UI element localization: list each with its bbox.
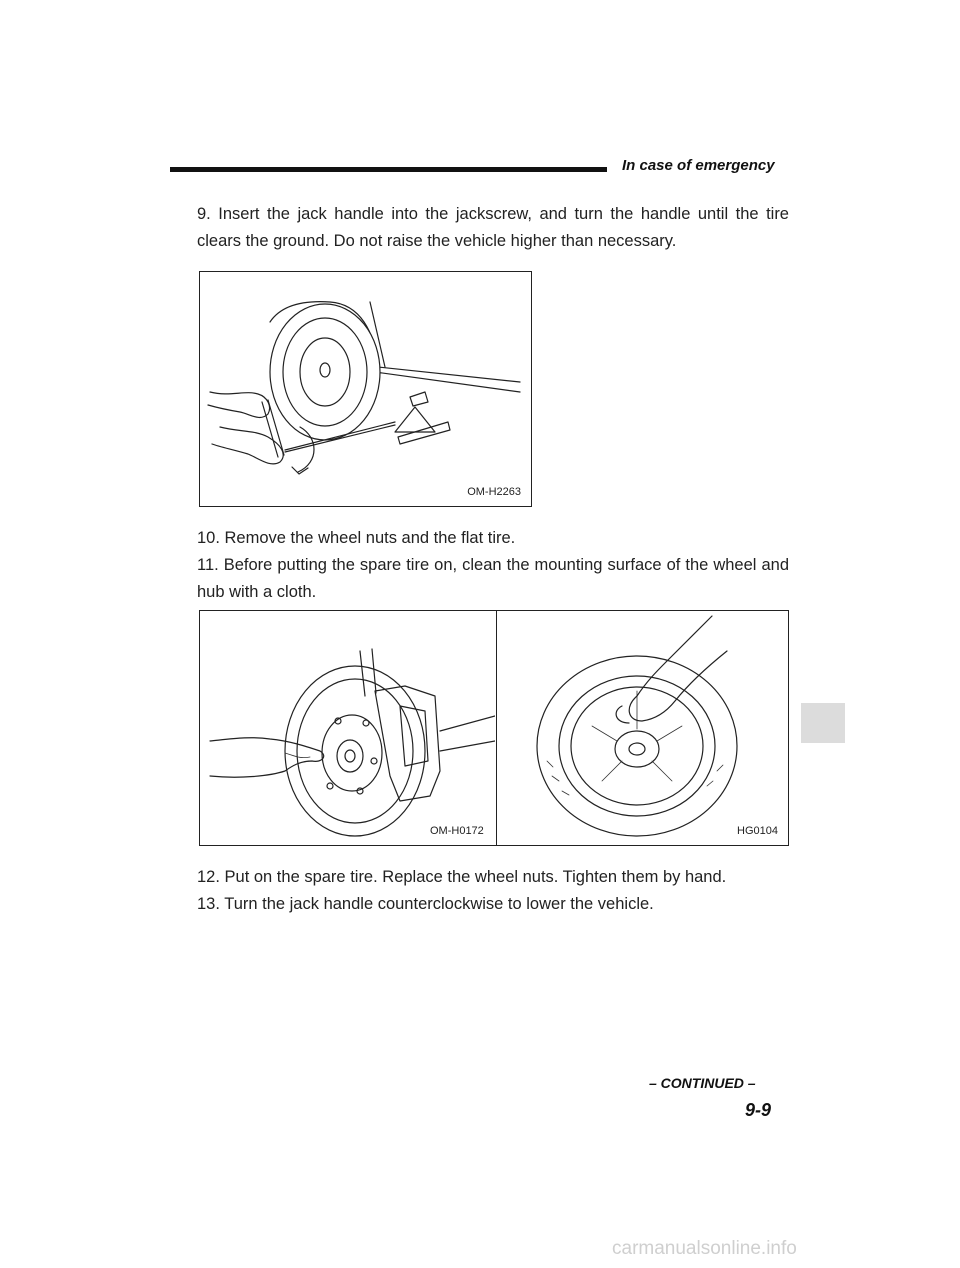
header-rule [170,167,607,172]
figure-1-code: OM-H2263 [467,486,521,498]
step-13-text: 13. Turn the jack handle counterclockwise to lower the vehicle. [197,895,654,913]
spare-wheel-cleaning-illustration [497,611,788,845]
figure-hub-and-spare [199,610,789,846]
chapter-thumb-tab [801,703,845,743]
page-number: 9-9 [745,1100,772,1120]
step-9-text: 9. Insert the jack handle into the jackscrew, and turn the handle until the tire clears the ground. Do not raise the vehicle higher than necessary. [197,205,789,250]
watermark: carmanualsonline.info [612,1238,797,1259]
brake-hub-cleaning-illustration [200,611,495,845]
figure-2-right-code: HG0104 [737,825,778,837]
jack-handle-illustration [200,272,531,506]
step-10-text: 10. Remove the wheel nuts and the flat tire. [197,529,516,547]
figure-2-left-code: OM-H0172 [430,825,484,837]
step-12-text: 12. Put on the spare tire. Replace the wheel nuts. Tighten them by hand. [197,868,727,886]
steps-12-13 [197,864,797,918]
continued-label: – CONTINUED – [649,1075,756,1091]
step-11-text: 11. Before putting the spare tire on, clean the mounting surface of the wheel and hub with a cloth. [197,556,789,601]
section-title: In case of emergency [622,157,775,174]
figure-jack-handle [199,271,532,507]
